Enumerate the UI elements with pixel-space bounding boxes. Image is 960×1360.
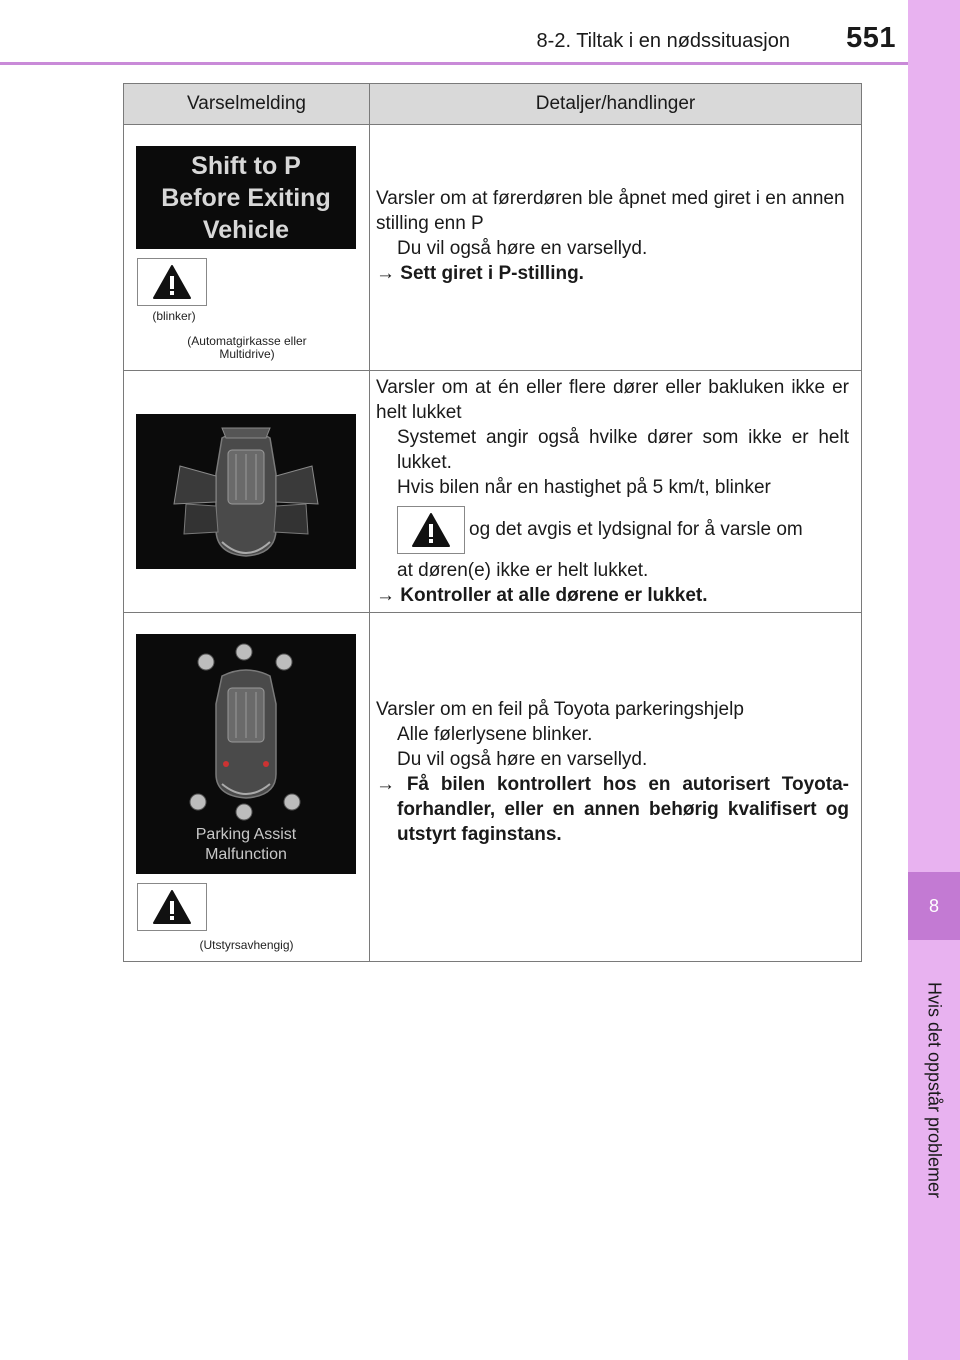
sub-note-tail: at døren(e) ikke er helt lukket. (397, 560, 649, 581)
page-number: 551 (846, 22, 896, 54)
warning-triangle-icon (137, 258, 207, 306)
details-cell (370, 613, 862, 962)
display-screen-shift-to-p (136, 146, 356, 249)
sub-note-text: og det avgis et lydsignal for å varsle om (469, 519, 803, 541)
screen-text-line: Shift to P (191, 152, 301, 180)
table-row (124, 613, 862, 962)
screen-text-line: Before Exiting (161, 184, 331, 212)
sub-note-with-icon (376, 506, 849, 554)
chapter-title: Hvis det oppstår problemer (924, 981, 945, 1199)
screen-text-line: Malfunction (205, 846, 287, 863)
action-text: → Sett giret i P-stilling. (376, 262, 584, 284)
caption-blinking: (blinker) (152, 309, 196, 323)
display-screen-parking-assist (136, 634, 356, 874)
table-header-row (124, 84, 862, 125)
description-text: Varsler om en feil på Toyota parkeringshjelp (376, 699, 744, 720)
section-title: 8-2. Tiltak i en nødssituasjon (536, 30, 790, 52)
chapter-number: 8 (928, 896, 939, 916)
column-header-warning: Varselmelding (124, 84, 370, 125)
car-parking-sensors-icon (136, 634, 356, 824)
sub-note: Du vil også høre en varsellyd. (397, 237, 648, 259)
sub-note: Du vil også høre en varsellyd. (397, 749, 648, 770)
sub-note: Alle følerlysene blinker. (397, 724, 593, 745)
warning-image-cell (124, 125, 370, 371)
screen-text-line: Parking Assist (195, 826, 297, 843)
details-cell (370, 125, 862, 371)
column-header-details: Detaljer/handlinger (370, 84, 862, 125)
warning-message-table (123, 83, 862, 962)
action-text: → Kontroller at alle dørene er lukket. (376, 585, 708, 606)
warning-image-cell (124, 371, 370, 613)
warning-triangle-icon (137, 883, 207, 931)
table-row (124, 371, 862, 613)
description-text: Varsler om at førerdøren ble åpnet med giret i en annen stilling enn P (376, 187, 845, 234)
warning-triangle-icon (397, 506, 465, 554)
caption-equipment-dependent: (Utstyrsavhengig) (199, 938, 294, 952)
sub-note: Systemet angir også hvilke dører som ikke er helt lukket. (397, 427, 849, 473)
details-cell (370, 371, 862, 613)
screen-text-line: Vehicle (202, 216, 290, 244)
caption-transmission-note: (Automatgirkasse eller Multidrive) (187, 334, 307, 361)
description-text: Varsler om at én eller flere dører eller bakluken ikke er helt lukket (376, 377, 849, 423)
warning-image-cell (124, 613, 370, 962)
sub-note: Hvis bilen når en hastighet på 5 km/t, blinker (397, 477, 771, 498)
car-doors-open-icon (136, 414, 356, 569)
table-row (124, 125, 862, 371)
header-divider (0, 62, 908, 65)
action-text: → Få bilen kontrollert hos en autorisert Toyota-forhandler, eller en annen behørig kvalifisert og utstyrt faginstans. (376, 774, 849, 845)
